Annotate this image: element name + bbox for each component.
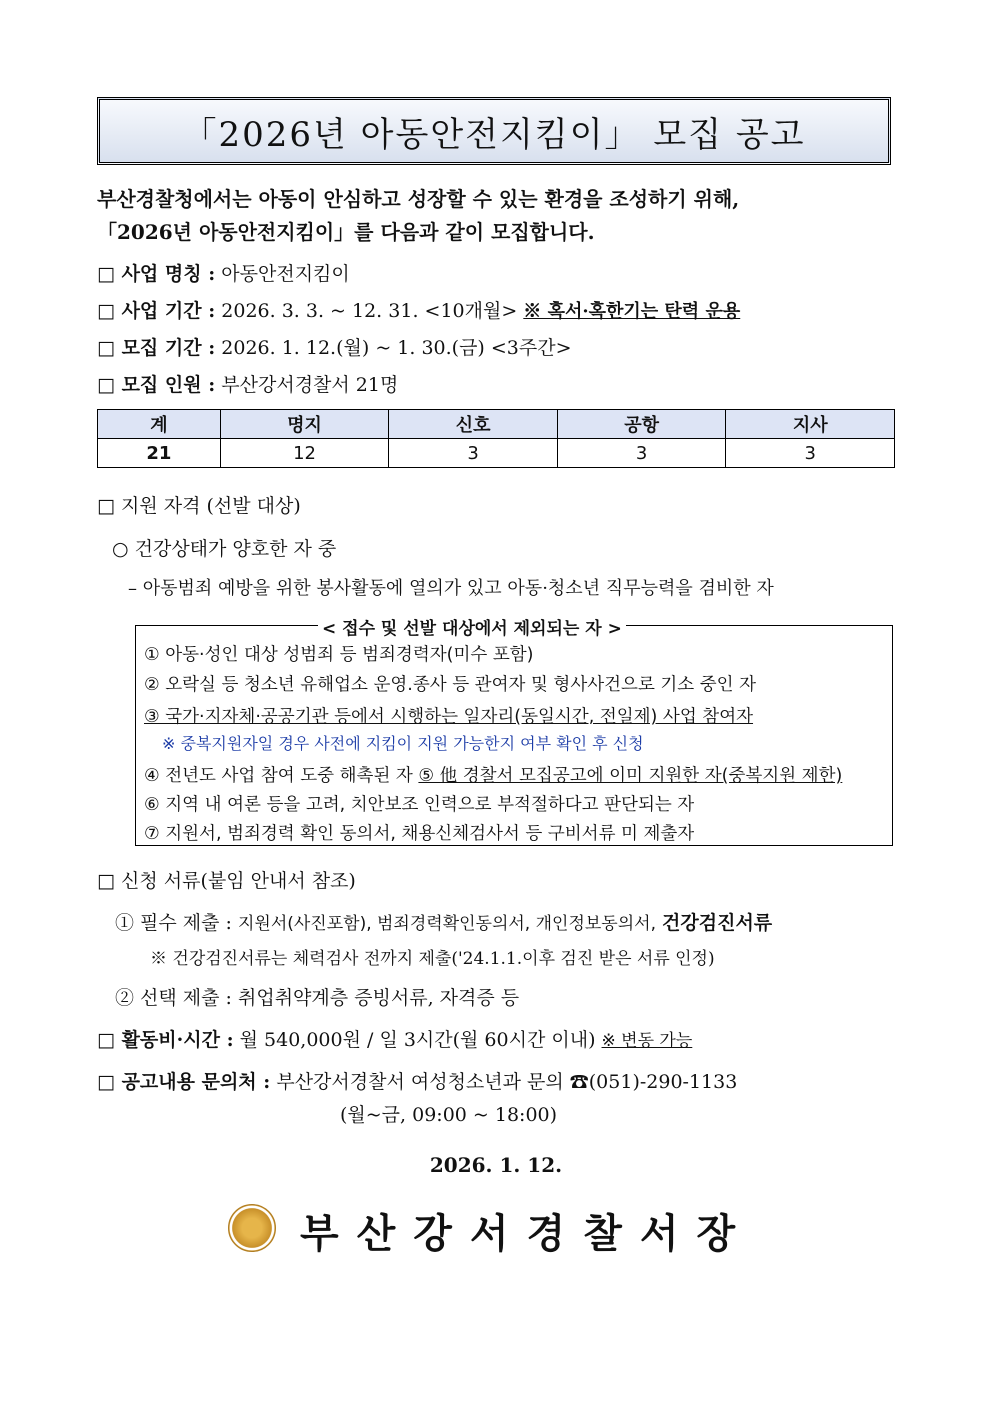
documents-optional-value: 취업취약계층 증빙서류, 자격증 등: [237, 987, 520, 1009]
exclusion-3-note: ※ 중복지원자일 경우 사전에 지킴이 지원 가능한지 여부 확인 후 신청: [162, 734, 644, 753]
value-airport: 3: [557, 439, 726, 468]
value-myeongji: 12: [220, 439, 389, 468]
value-jisa: 3: [726, 439, 895, 468]
allocation-value-row: [98, 439, 895, 468]
police-emblem-icon: [228, 1204, 276, 1252]
eligibility-heading: □ 지원 자격 (선발 대상): [97, 495, 301, 517]
business-period-value: 2026. 3. 3. ~ 12. 31. <10개월>: [221, 300, 518, 322]
business-period-label: □ 사업 기간 :: [97, 300, 216, 322]
contact-hours: (월~금, 09:00 ~ 18:00): [340, 1104, 558, 1126]
exclusion-4-5-row: [144, 762, 842, 787]
announcement-date: 2026. 1. 12.: [429, 1153, 563, 1177]
business-period-row: [97, 296, 740, 323]
documents-required-bold: 건강검진서류: [662, 912, 773, 934]
exclusion-2: ② 오락실 등 청소년 유해업소 운영.종사 등 관여자 및 형사사건으로 기소 중인 자: [144, 675, 757, 695]
allocation-table: [97, 409, 895, 468]
allocation-header-row: [98, 410, 895, 439]
intro-line-1: 부산경찰청에서는 아동이 안심하고 성장할 수 있는 환경을 조성하기 위해,: [97, 187, 740, 211]
organization-name: 부산강서경찰서장: [300, 1211, 754, 1257]
header-airport: 공항: [557, 410, 726, 439]
pay-value: 월 540,000원 / 일 3시간(월 60시간 이내): [239, 1029, 596, 1051]
pay-note: ※ 변동 가능: [601, 1031, 693, 1051]
value-total: 21: [98, 439, 221, 468]
intro-line-2: 「2026년 아동안전지킴이」를 다음과 같이 모집합니다.: [97, 220, 595, 244]
documents-required-label: ① 필수 제출 :: [115, 912, 232, 934]
title-box: [97, 97, 891, 165]
header-myeongji: 명지: [220, 410, 389, 439]
exclusion-title: < 접수 및 선발 대상에서 제외되는 자 >: [318, 614, 626, 639]
business-name-value: 아동안전지킴이: [221, 263, 350, 285]
recruit-period-value: 2026. 1. 12.(월) ~ 1. 30.(금) <3주간>: [221, 337, 572, 359]
contact-label: □ 공고내용 문의처 :: [97, 1071, 271, 1093]
contact-value: 부산강서경찰서 여성청소년과 문의 ☎(051)-290-1133: [276, 1071, 738, 1093]
recruit-period-row: [97, 333, 572, 360]
pay-label: □ 활동비·시간 :: [97, 1029, 234, 1051]
documents-required-row: [115, 908, 772, 935]
documents-heading: □ 신청 서류(붙임 안내서 참조): [97, 870, 356, 892]
documents-optional-label: ② 선택 제출 :: [115, 987, 232, 1009]
header-sinho: 신호: [389, 410, 558, 439]
exclusion-6: ⑥ 지역 내 여론 등을 고려, 치안보조 인력으로 부적절하다고 판단되는 자: [144, 795, 695, 815]
exclusion-5: ⑤ 他 경찰서 모집공고에 이미 지원한 자(중복지원 제한): [418, 766, 843, 786]
recruit-people-value: 부산강서경찰서 21명: [221, 374, 399, 396]
recruit-period-label: □ 모집 기간 :: [97, 337, 216, 359]
eligibility-sub: ○ 건강상태가 양호한 자 중: [112, 538, 337, 560]
exclusion-4: ④ 전년도 사업 참여 도중 해촉된 자: [144, 766, 413, 786]
business-period-note: ※ 혹서·혹한기는 탄력 운용: [523, 301, 741, 322]
pay-row: [97, 1025, 692, 1052]
exclusion-1: ① 아동·성인 대상 성범죄 등 범죄경력자(미수 포함): [144, 645, 534, 665]
recruit-people-label: □ 모집 인원 :: [97, 374, 216, 396]
eligibility-detail: – 아동범죄 예방을 위한 봉사활동에 열의가 있고 아동·청소년 직무능력을 겸비한 자: [128, 578, 774, 599]
documents-required-note: ※ 건강검진서류는 체력검사 전까지 제출('24.1.1.이후 검진 받은 서류 인정): [150, 949, 715, 969]
documents-required-value: 지원서(사진포함), 범죄경력확인동의서, 개인정보동의서,: [237, 914, 656, 934]
exclusion-7: ⑦ 지원서, 범죄경력 확인 동의서, 채용신체검사서 등 구비서류 미 제출자: [144, 824, 695, 844]
header-total: 계: [98, 410, 221, 439]
business-name-label: □ 사업 명칭 :: [97, 263, 216, 285]
value-sinho: 3: [389, 439, 558, 468]
contact-row: [97, 1067, 737, 1094]
business-name-row: [97, 259, 350, 286]
header-jisa: 지사: [726, 410, 895, 439]
page-title: 「2026년 아동안전지킴이」 모집 공고: [182, 114, 806, 155]
exclusion-3: ③ 국가·지자체·공공기관 등에서 시행하는 일자리(동일시간, 전일제) 사업 참여자: [144, 707, 754, 727]
documents-optional-row: [115, 983, 519, 1010]
recruit-people-row: [97, 370, 398, 397]
